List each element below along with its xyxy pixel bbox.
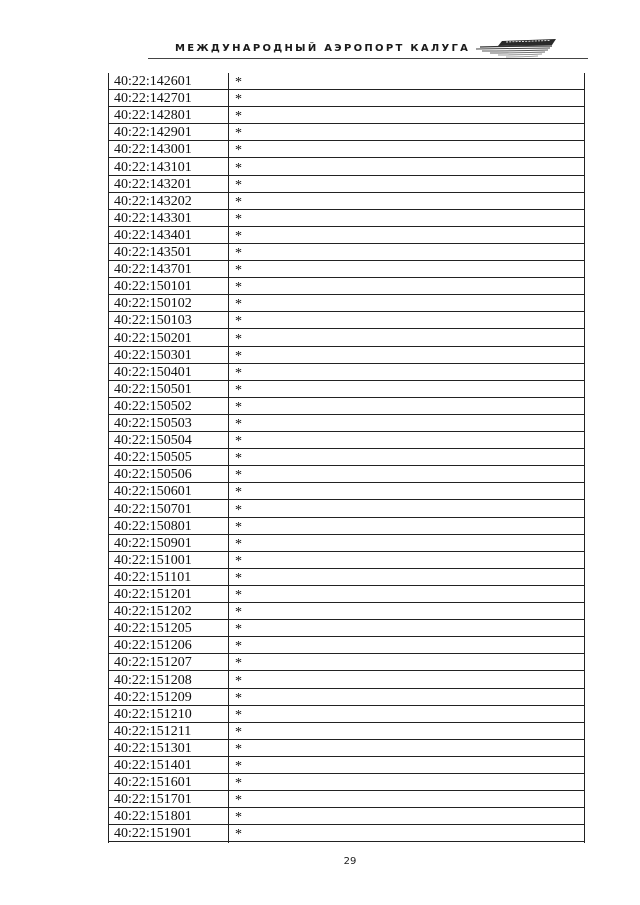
cadastral-table	[108, 73, 585, 843]
cadastral-number-cell: 40:22:143501	[114, 245, 192, 260]
mark-cell: *	[235, 724, 242, 740]
mark-cell: *	[235, 502, 242, 518]
cadastral-number-cell: 40:22:150502	[114, 398, 192, 414]
table-row	[109, 501, 584, 518]
cadastral-number-cell: 40:22:151208	[114, 672, 192, 688]
cadastral-number-cell: 40:22:150505	[114, 450, 192, 466]
cadastral-number-cell: 40:22:143101	[114, 159, 192, 175]
mark-cell: *	[235, 519, 242, 535]
header-divider-line	[148, 58, 588, 59]
mark-cell: *	[235, 246, 242, 261]
mark-cell: *	[235, 605, 242, 621]
table-row	[109, 295, 584, 312]
table-row	[109, 449, 584, 466]
cadastral-number-cell: 40:22:151206	[114, 638, 192, 654]
table-row	[109, 586, 584, 603]
table-row	[109, 740, 584, 757]
mark-cell: *	[235, 434, 242, 450]
page-number: 29	[343, 856, 357, 867]
mark-cell: *	[235, 622, 242, 638]
mark-cell: *	[235, 451, 242, 467]
mark-cell: *	[235, 75, 242, 90]
mark-cell: *	[235, 570, 242, 586]
table-row	[109, 603, 584, 620]
table-row	[109, 73, 584, 90]
table-row	[109, 330, 584, 347]
mark-cell: *	[235, 314, 242, 330]
table-row	[109, 432, 584, 449]
table-row	[109, 261, 584, 278]
mark-cell: *	[235, 297, 242, 313]
table-row	[109, 569, 584, 586]
mark-cell: *	[235, 485, 242, 501]
table-row	[109, 535, 584, 552]
mark-cell: *	[235, 707, 242, 723]
table-row	[109, 518, 584, 535]
cadastral-number-cell: 40:22:150501	[114, 381, 192, 397]
cadastral-number-cell: 40:22:151201	[114, 587, 192, 602]
mark-cell: *	[235, 793, 242, 809]
mark-cell: *	[235, 656, 242, 672]
mark-cell: *	[235, 160, 242, 176]
cadastral-number-cell: 40:22:143401	[114, 227, 192, 243]
mark-cell: *	[235, 109, 242, 125]
table-row	[109, 637, 584, 654]
mark-cell: *	[235, 553, 242, 569]
table-row	[109, 723, 584, 740]
table-row	[109, 808, 584, 825]
cadastral-number-cell: 40:22:151101	[114, 569, 192, 585]
mark-cell: *	[235, 639, 242, 655]
mark-cell: *	[235, 776, 242, 792]
mark-cell: *	[235, 759, 242, 774]
table-row	[109, 210, 584, 227]
mark-cell: *	[235, 348, 242, 364]
cadastral-number-cell: 40:22:143301	[114, 210, 192, 226]
cadastral-number-cell: 40:22:150102	[114, 296, 192, 312]
table-row	[109, 552, 584, 569]
cadastral-number-cell: 40:22:150801	[114, 518, 192, 534]
cadastral-number-cell: 40:22:143701	[114, 262, 192, 278]
mark-cell: *	[235, 143, 242, 159]
cadastral-number-cell: 40:22:150601	[114, 484, 192, 500]
mark-cell: *	[235, 827, 242, 843]
mark-cell: *	[235, 194, 242, 210]
cadastral-number-cell: 40:22:150103	[114, 313, 192, 329]
cadastral-number-cell: 40:22:150503	[114, 416, 192, 431]
cadastral-number-cell: 40:22:143201	[114, 176, 192, 192]
cadastral-number-cell: 40:22:142701	[114, 91, 192, 107]
mark-cell: *	[235, 417, 242, 432]
mark-cell: *	[235, 536, 242, 552]
cadastral-number-cell: 40:22:151202	[114, 604, 192, 620]
cadastral-number-cell: 40:22:150901	[114, 535, 192, 551]
cadastral-number-cell: 40:22:150504	[114, 433, 192, 449]
cadastral-number-cell: 40:22:150401	[114, 364, 192, 380]
cadastral-number-cell: 40:22:142801	[114, 108, 192, 124]
cadastral-number-cell: 40:22:142901	[114, 125, 192, 141]
table-row	[109, 483, 584, 500]
table-row	[109, 227, 584, 244]
mark-cell: *	[235, 468, 242, 484]
cadastral-number-cell: 40:22:150506	[114, 467, 192, 483]
cadastral-number-cell: 40:22:151210	[114, 706, 192, 722]
mark-cell: *	[235, 126, 242, 142]
table-row	[109, 791, 584, 808]
cadastral-number-cell: 40:22:150101	[114, 279, 192, 295]
cadastral-number-cell: 40:22:142601	[114, 74, 192, 89]
mark-cell: *	[235, 280, 242, 296]
table-row	[109, 466, 584, 483]
table-row	[109, 176, 584, 193]
cadastral-number-cell: 40:22:151207	[114, 655, 192, 671]
table-row	[109, 124, 584, 141]
cadastral-number-cell: 40:22:143202	[114, 193, 192, 209]
table-row	[109, 620, 584, 637]
table-row	[109, 364, 584, 381]
cadastral-number-cell: 40:22:151209	[114, 689, 192, 705]
cadastral-number-cell: 40:22:151301	[114, 740, 192, 756]
table-row	[109, 312, 584, 329]
cadastral-number-cell: 40:22:151801	[114, 809, 192, 825]
table-row	[109, 193, 584, 210]
table-row	[109, 381, 584, 398]
mark-cell: *	[235, 741, 242, 757]
cadastral-number-cell: 40:22:143001	[114, 142, 192, 158]
table-row	[109, 774, 584, 791]
table-row	[109, 706, 584, 723]
table-row	[109, 278, 584, 295]
cadastral-number-cell: 40:22:151211	[114, 723, 192, 739]
table-row	[109, 244, 584, 261]
mark-cell: *	[235, 211, 242, 227]
cadastral-number-cell: 40:22:150201	[114, 330, 192, 346]
table-row	[109, 825, 584, 842]
mark-cell: *	[235, 228, 242, 244]
cadastral-number-cell: 40:22:151001	[114, 552, 192, 568]
mark-cell: *	[235, 382, 242, 398]
table-row	[109, 398, 584, 415]
table-row	[109, 159, 584, 176]
cadastral-number-cell: 40:22:151701	[114, 792, 192, 808]
cadastral-number-cell: 40:22:151601	[114, 775, 192, 791]
airport-wing-logo	[472, 38, 558, 60]
table-row	[109, 654, 584, 671]
mark-cell: *	[235, 331, 242, 347]
cadastral-number-cell: 40:22:151205	[114, 621, 192, 637]
table-row	[109, 415, 584, 432]
table-row	[109, 141, 584, 158]
table-row	[109, 107, 584, 124]
table-row	[109, 689, 584, 706]
mark-cell: *	[235, 177, 242, 193]
mark-cell: *	[235, 673, 242, 689]
cadastral-number-cell: 40:22:150301	[114, 347, 192, 363]
mark-cell: *	[235, 690, 242, 706]
table-row	[109, 90, 584, 107]
cadastral-number-cell: 40:22:151401	[114, 758, 192, 773]
mark-cell: *	[235, 399, 242, 415]
table-row	[109, 347, 584, 364]
mark-cell: *	[235, 588, 242, 603]
mark-cell: *	[235, 92, 242, 108]
mark-cell: *	[235, 263, 242, 279]
cadastral-number-cell: 40:22:150701	[114, 501, 192, 517]
cadastral-number-cell: 40:22:151901	[114, 826, 192, 842]
mark-cell: *	[235, 810, 242, 826]
table-row	[109, 757, 584, 774]
table-row	[109, 672, 584, 689]
mark-cell: *	[235, 365, 242, 381]
page-header-title: МЕЖДУНАРОДНЫЙ АЭРОПОРТ КАЛУГА	[175, 43, 471, 54]
